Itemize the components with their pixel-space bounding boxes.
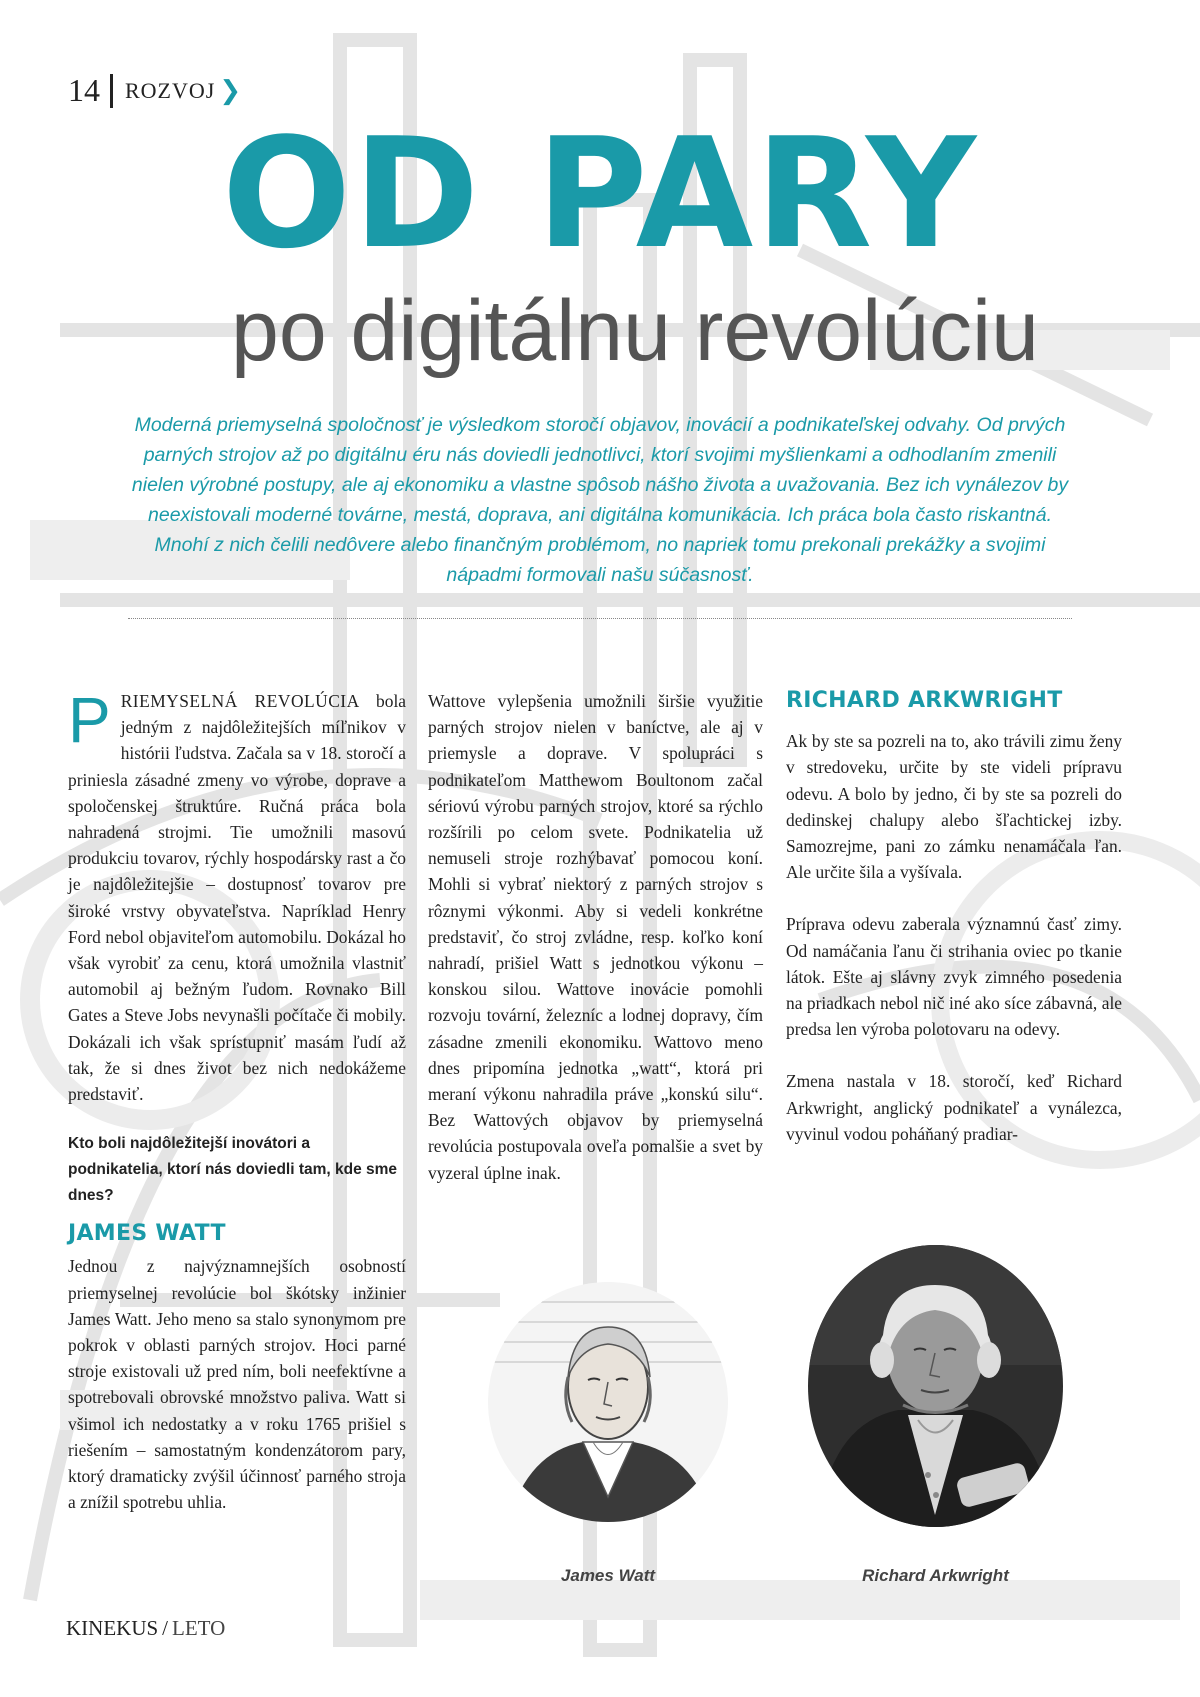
divider <box>128 618 1072 619</box>
article-subtitle: po digitálnu revolúciu <box>231 283 1039 379</box>
chevron-right-icon: ❯ <box>219 75 242 106</box>
arkwright-paragraph-3: Zmena nastala v 18. storočí, keď Richard Arkwright, anglický podnikateľ a vynálezca, vyvinul vodou poháňaný pradiar- <box>786 1071 1122 1144</box>
column-1 <box>68 684 406 1515</box>
article-title: OD PARY <box>221 105 979 282</box>
page-header <box>68 72 241 109</box>
watt-paragraph-2: Wattove vylepšenia umožnili širšie využitie parných strojov nielen v baníctve, ale aj v priemysle a doprave. V spolupráci s podnikateľom Matthewom Boultonom začal sériovú výrobu parných strojov, ktoré sa rýchlo rozšírili po celom svete. Podnikatelia už nemuseli stroje rozhýbavať pomocou koní. Mohli si vybrať niektorý z parných strojov s rôznymi výkonmi. Aby si vedeli konkrétne predstaviť, čo stroj zvládne, resp. koľko koní nahradí, prišiel Watt s jednotkou výkonu – konskou silou. Wattove inovácie pomohli rozvoju tovární, železníc a lodnej dopravy, čím zásadne zmenili ekonomiku. Wattovo meno dnes pripomína jednotka „watt“, ktorá pri meraní výkonu nahradila práve „konskú silu“. Bez Wattových objavov by priemyselná revolúcia postupovala oveľa pomalšie a svet by vyzeral úplne inak. <box>428 691 763 1183</box>
footer-separator: / <box>162 1616 169 1640</box>
magazine-name: KINEKUS <box>66 1616 159 1640</box>
question-heading: Kto boli najdôležitejší inovátori a podnikatelia, ktorí nás doviedli tam, kde sme dnes? <box>68 1135 398 1205</box>
intro-paragraph <box>68 684 406 1107</box>
intro-lead-in: RIEMYSELNÁ REVOLÚCIA <box>120 691 360 711</box>
column-3 <box>786 688 1122 1147</box>
watt-paragraph-1: Jednou z najvýznamnejších osobností priemyselnej revolúcie bol škótsky inžinier James Watt. Jeho meno sa stalo synonymom pre pokrok v oblasti parných strojov. Hoci parné stroje existovali už pred ním, boli neefektívne a spotrebovali obrovské množstvo paliva. Watt si všimol ich nedostatky a v roku 1765 prišiel s riešením – samostatným kondenzátorom pary, ktorý dramaticky zvýšil účinnosť parného stroja a znížil spotrebu uhlia. <box>68 1256 406 1513</box>
intro-body: bola jedným z najdôležitejších míľnikov v histórii ľudstva. Začala sa v 18. storočí a priniesla zásadné zmeny vo výrobe, doprave a spoločenskej štruktúre. Ručná práca bola nahradená strojmi. Tie umožnili masovú produkciu tovarov, rýchly hospodársky rast a čo je najdôležitejšie – dostupnosť tovarov pre široké vrstvy obyvateľstva. Napríklad Henry Ford nebol objaviteľom automobilu. Dokázal ho však vyrobiť za cenu, ktorá umožnila vlastniť automobil aj bežným ľudom. Rovnako Bill Gates a Steve Jobs nevynašli počítače či mobily. Dokázali ich však sprístupniť masám ľudí až tak, že si dnes život bez nich nedokážeme predstaviť. <box>68 691 406 1105</box>
drop-cap: P <box>68 684 111 756</box>
lead-paragraph: Moderná priemyselná spoločnosť je výsledkom storočí objavov, inovácií a podnikateľskej odvahy. Od prvých parných strojov až po digitálnu éru nás doviedli jednotlivci, ktorí svojimi myšlienkami a odhodlaním zmenili nielen výrobné postupy, ale aj ekonomiku a vlastne spôsob nášho života a uvažovania. Bez ich vynálezov by neexistovali moderné továrne, mestá, doprava, ani digitálna komunikácia. Ich práca bola často riskantná. Mnohí z nich čelili nedôvere alebo finančným problémom, no napriek tomu prekonali prekážky a svojimi nápadmi formovali našu súčasnosť. <box>131 414 1069 586</box>
arkwright-paragraph-2: Príprava odevu zaberala významnú časť zimy. Od namáčania ľanu či strihania oviec po tkanie látok. Ešte aj slávny zvyk zimného posedenia na priadkach nebol nič iné ako síce zábavná, ale predsa len výroba polotovaru na odevy. <box>786 914 1122 1040</box>
header-divider <box>110 74 113 108</box>
caption-richard-arkwright: Richard Arkwright <box>862 1566 1009 1585</box>
section-heading-watt: JAMES WATT <box>68 1221 226 1247</box>
section-heading-arkwright: RICHARD ARKWRIGHT <box>786 688 1063 713</box>
caption-james-watt: James Watt <box>560 1566 656 1585</box>
issue-season: LETO <box>172 1616 226 1640</box>
page-footer <box>66 1616 225 1641</box>
page-number: 14 <box>68 72 100 108</box>
portrait-richard-arkwright <box>808 1245 1063 1527</box>
section-label: ROZVOJ <box>125 77 216 103</box>
column-2 <box>428 688 763 1186</box>
arkwright-paragraph-1: Ak by ste sa pozreli na to, ako trávili zimu ženy v stredoveku, určite by ste videli prípravu odevu. A bolo by jedno, či by ste sa pozreli do dedinskej chalupy alebo šľachtickej izby. Samozrejme, pani zo zámku nenamáčala ľan. Ale určite šila a vyšívala. <box>786 731 1122 883</box>
portrait-james-watt <box>488 1282 728 1522</box>
